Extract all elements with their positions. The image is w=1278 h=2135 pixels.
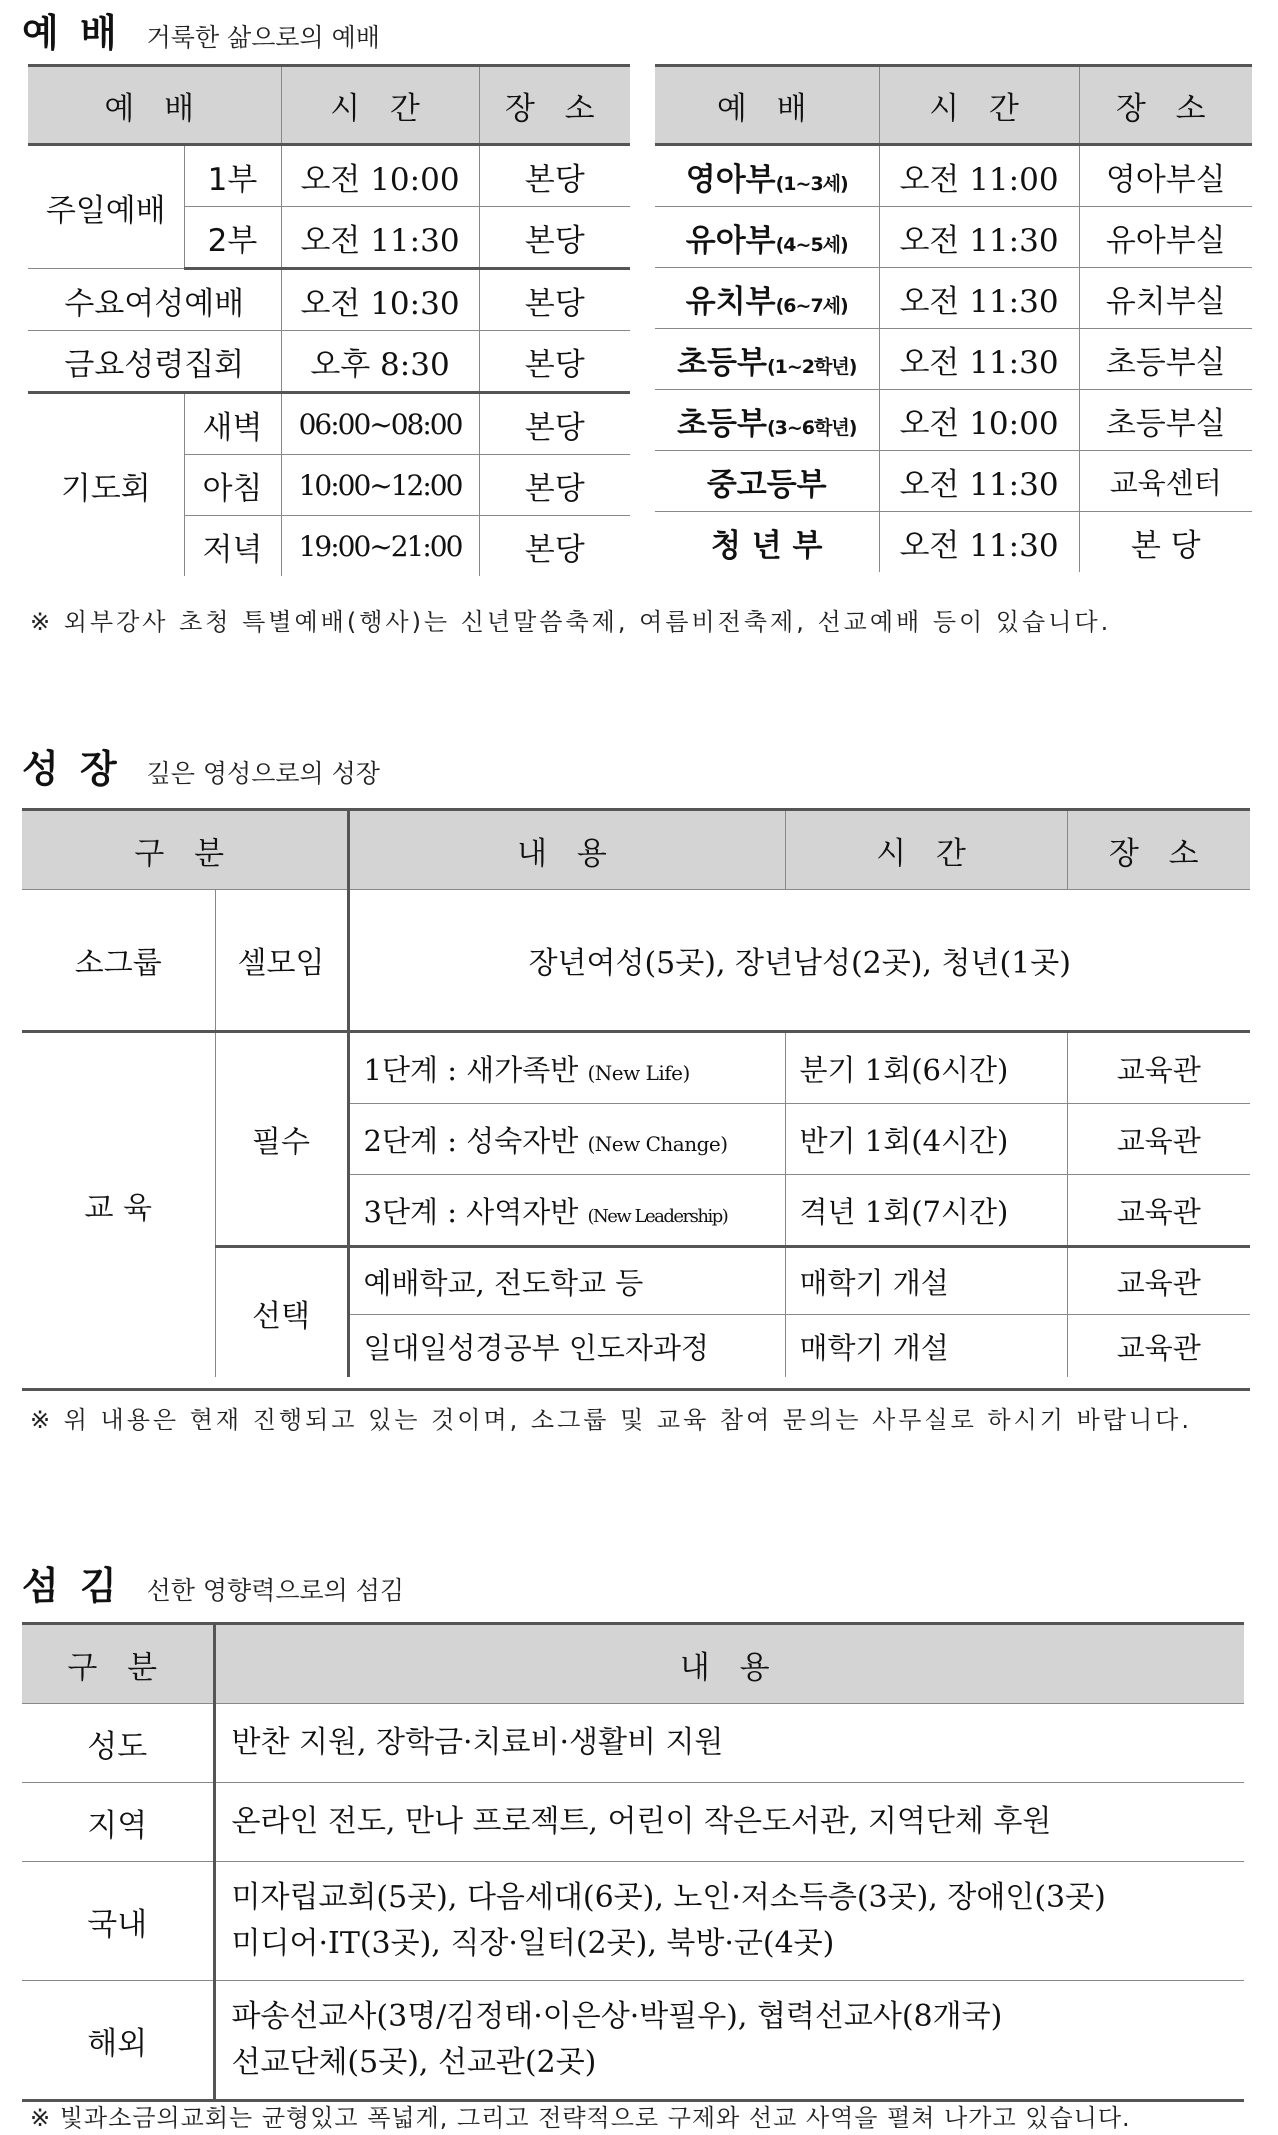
dept-place: 영아부실 bbox=[1079, 145, 1252, 207]
service-row-label: 성도 bbox=[22, 1704, 214, 1783]
dept-name: 영아부 bbox=[685, 161, 776, 198]
service-section-header bbox=[22, 1555, 404, 1610]
dept-name: 초등부 bbox=[677, 405, 767, 442]
dept-place: 유치부실 bbox=[1079, 268, 1252, 329]
dept-name: 유치부 bbox=[685, 283, 776, 320]
edu-content: 일대일성경공부 인도자과정 bbox=[348, 1315, 785, 1378]
sunday-part2-time: 오전 11:30 bbox=[281, 207, 479, 269]
sunday-part2-place: 본당 bbox=[479, 207, 630, 269]
dept-place: 교육센터 bbox=[1079, 451, 1252, 512]
dept-place: 초등부실 bbox=[1079, 329, 1252, 390]
worship-subtitle: 거룩한 삶으로의 예배 bbox=[146, 23, 380, 52]
edu-content: 3단계 : 사역자반 (New Leadership) bbox=[348, 1175, 785, 1247]
edu-place: 교육관 bbox=[1067, 1315, 1250, 1378]
service-subtitle: 선한 영향력으로의 섬김 bbox=[146, 1576, 405, 1605]
service-table bbox=[22, 1622, 1244, 2102]
prayer-label: 기도회 bbox=[60, 470, 151, 507]
dept-place: 본 당 bbox=[1079, 512, 1252, 573]
edu-time: 분기 1회(6시간) bbox=[785, 1032, 1067, 1104]
header-place: 장 소 bbox=[479, 66, 630, 145]
edu-time: 매학기 개설 bbox=[785, 1315, 1067, 1378]
service-row-label: 국내 bbox=[22, 1862, 214, 1981]
dept-place: 초등부실 bbox=[1079, 390, 1252, 451]
header-worship: 예 배 bbox=[28, 66, 281, 145]
header-place: 장 소 bbox=[1067, 810, 1250, 890]
wed-place: 본당 bbox=[479, 269, 630, 331]
dept-time: 오전 11:30 bbox=[879, 268, 1079, 329]
dept-time: 오전 11:30 bbox=[879, 451, 1079, 512]
header-time: 시 간 bbox=[879, 66, 1079, 145]
dept-time: 오전 11:30 bbox=[879, 207, 1079, 268]
worship-table-left bbox=[28, 64, 630, 576]
header-time: 시 간 bbox=[281, 66, 479, 145]
evening-place: 본당 bbox=[479, 516, 630, 577]
evening-label: 저녁 bbox=[184, 516, 281, 577]
header-content: 내 용 bbox=[214, 1624, 1244, 1704]
dept-time: 오전 11:30 bbox=[879, 329, 1079, 390]
service-row-label: 지역 bbox=[22, 1783, 214, 1862]
header-category: 구 분 bbox=[22, 1624, 214, 1704]
sunday-part2: 2부 bbox=[184, 207, 281, 269]
edu-place: 교육관 bbox=[1067, 1175, 1250, 1247]
dawn-time: 06:00~08:00 bbox=[281, 393, 479, 455]
evening-time: 19:00~21:00 bbox=[281, 516, 479, 577]
smallgroup-label: 소그룹 bbox=[22, 890, 215, 1032]
wed-time: 오전 10:30 bbox=[281, 269, 479, 331]
growth-table bbox=[22, 808, 1250, 1377]
header-worship: 예 배 bbox=[655, 66, 879, 145]
sunday-part1-place: 본당 bbox=[479, 145, 630, 207]
morning-time: 10:00~12:00 bbox=[281, 455, 479, 516]
edu-time: 격년 1회(7시간) bbox=[785, 1175, 1067, 1247]
growth-subtitle: 깊은 영성으로의 성장 bbox=[146, 759, 380, 788]
cell-content: 장년여성(5곳), 장년남성(2곳), 청년(1곳) bbox=[348, 890, 1250, 1032]
edu-place: 교육관 bbox=[1067, 1032, 1250, 1104]
header-content: 내 용 bbox=[348, 810, 785, 890]
edu-content: 예배학교, 전도학교 등 bbox=[348, 1247, 785, 1315]
header-category: 구 분 bbox=[22, 810, 348, 890]
worship-section-header bbox=[22, 2, 380, 57]
edu-content: 2단계 : 성숙자반 (New Change) bbox=[348, 1104, 785, 1175]
dept-name: 중고등부 bbox=[706, 466, 827, 503]
edu-time: 매학기 개설 bbox=[785, 1247, 1067, 1315]
service-row-content: 반찬 지원, 장학금·치료비·생활비 지원 bbox=[214, 1704, 1244, 1783]
edu-place: 교육관 bbox=[1067, 1247, 1250, 1315]
dept-time: 오전 11:30 bbox=[879, 512, 1079, 573]
dept-name: 유아부 bbox=[685, 222, 776, 259]
worship-table-right bbox=[655, 64, 1252, 572]
growth-section-header bbox=[22, 738, 380, 793]
dept-age: (6~7세) bbox=[775, 294, 848, 317]
sunday-part1-time: 오전 10:00 bbox=[281, 145, 479, 207]
sunday-label: 주일예배 bbox=[28, 145, 184, 269]
dept-age: (3~6학년) bbox=[766, 416, 857, 439]
fri-label: 금요성령집회 bbox=[28, 331, 281, 393]
edu-content: 1단계 : 새가족반 (New Life) bbox=[348, 1032, 785, 1104]
wed-label: 수요여성예배 bbox=[28, 269, 281, 331]
growth-note: ※ 위 내용은 현재 진행되고 있는 것이며, 소그룹 및 교육 참여 문의는 사무실로 하시기 바랍니다. bbox=[30, 1406, 1192, 1434]
growth-title: 성 장 bbox=[22, 747, 121, 791]
dept-time: 오전 11:00 bbox=[879, 145, 1079, 207]
dawn-label: 새벽 bbox=[184, 393, 281, 455]
service-row-content: 온라인 전도, 만나 프로젝트, 어린이 작은도서관, 지역단체 후원 bbox=[214, 1783, 1244, 1862]
dept-name: 초등부 bbox=[677, 344, 767, 381]
dept-age: (1~3세) bbox=[775, 172, 848, 195]
required-label: 필수 bbox=[215, 1032, 348, 1247]
fri-time: 오후 8:30 bbox=[281, 331, 479, 393]
cell-label: 셀모임 bbox=[215, 890, 348, 1032]
service-note: ※ 빛과소금의교회는 균형있고 폭넓게, 그리고 전략적으로 구제와 선교 사역을 펼쳐 나가고 있습니다. bbox=[30, 2104, 1131, 2132]
edu-label: 교 육 bbox=[84, 1191, 152, 1226]
edu-time: 반기 1회(4시간) bbox=[785, 1104, 1067, 1175]
dept-age: (1~2학년) bbox=[766, 355, 857, 378]
morning-label: 아침 bbox=[184, 455, 281, 516]
service-row-content: 파송선교사(3명/김정태·이은상·박필우), 협력선교사(8개국) 선교단체(5곳), 선교관(2곳) bbox=[214, 1981, 1244, 2101]
header-place: 장 소 bbox=[1079, 66, 1252, 145]
dawn-place: 본당 bbox=[479, 393, 630, 455]
service-row-content: 미자립교회(5곳), 다음세대(6곳), 노인·저소득층(3곳), 장애인(3곳) 미디어·IT(3곳), 직장·일터(2곳), 북방·군(4곳) bbox=[214, 1862, 1244, 1981]
sunday-part1: 1부 bbox=[184, 145, 281, 207]
worship-note: ※ 외부강사 초청 특별예배(행사)는 신년말씀축제, 여름비전축제, 선교예배 등이 있습니다. bbox=[30, 608, 1112, 636]
morning-place: 본당 bbox=[479, 455, 630, 516]
dept-time: 오전 10:00 bbox=[879, 390, 1079, 451]
choice-label: 선택 bbox=[215, 1247, 348, 1378]
dept-place: 유아부실 bbox=[1079, 207, 1252, 268]
dept-name: 청 년 부 bbox=[711, 527, 823, 564]
growth-table-bottom-rule bbox=[22, 1388, 1250, 1391]
service-title: 섬 김 bbox=[22, 1564, 121, 1608]
edu-place: 교육관 bbox=[1067, 1104, 1250, 1175]
header-time: 시 간 bbox=[785, 810, 1067, 890]
worship-title: 예 배 bbox=[22, 11, 121, 55]
dept-age: (4~5세) bbox=[775, 233, 848, 256]
service-row-label: 해외 bbox=[22, 1981, 214, 2101]
fri-place: 본당 bbox=[479, 331, 630, 393]
